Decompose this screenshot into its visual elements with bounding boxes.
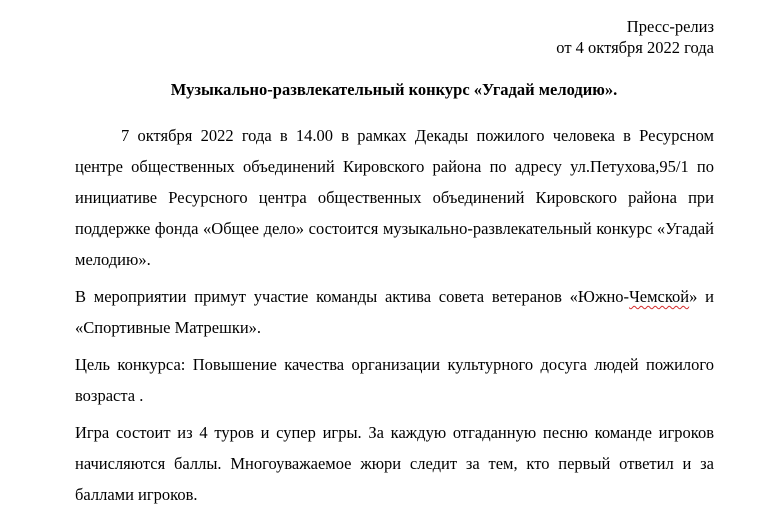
participants-text-start: В мероприятии примут участие команды актива совета ветеранов «Южно- bbox=[75, 287, 630, 306]
press-release-label: Пресс-релиз bbox=[626, 17, 714, 36]
paragraph-game-rules: Игра состоит из 4 туров и супер игры. За каждую отгаданную песню команде игроков начисляются баллы. Многоуважаемое жюри следит за тем, кто первый ответил и за баллами игроков. bbox=[75, 423, 714, 504]
paragraph-goal: Цель конкурса: Повышение качества организации культурного досуга людей пожилого возраста . bbox=[75, 355, 714, 405]
spellcheck-flagged-word[interactable]: Чемской bbox=[629, 287, 690, 306]
document-title: Музыкально-развлекательный конкурс «Угадай мелодию». bbox=[170, 80, 618, 99]
press-release-header bbox=[556, 16, 714, 58]
document-body bbox=[75, 120, 714, 516]
paragraph-event-details: 7 октября 2022 года в 14.00 в рамках Декады пожилого человека в Ресурсном центре общественных объединений Кировского района по адресу ул.Петухова,95/1 по инициативе Ресурсного центра общественных объединений Кировского района при поддержке фонда «Общее дело» состоится музыкально-развлекательный конкурс «Угадай мелодию». bbox=[75, 126, 714, 269]
participants-text-end: » и «Спортивные Матрешки». bbox=[75, 287, 714, 337]
press-release-date: от 4 октября 2022 года bbox=[556, 38, 714, 57]
paragraph-participants bbox=[75, 281, 714, 343]
